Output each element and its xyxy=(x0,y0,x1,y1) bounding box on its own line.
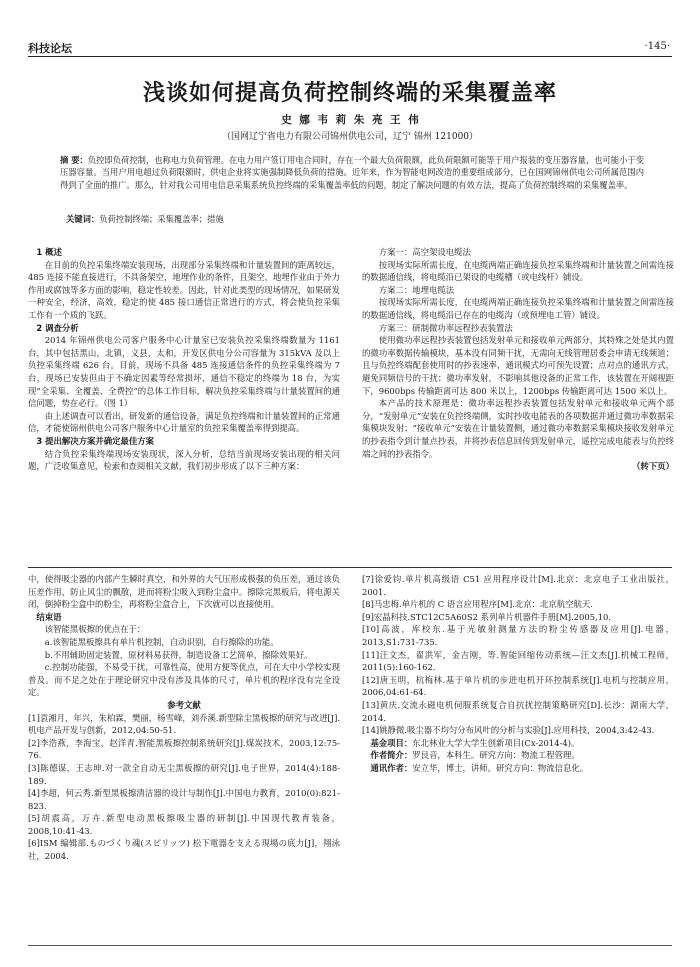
abstract-label: 摘 要： xyxy=(60,155,88,165)
references-heading: 参考文献 xyxy=(167,699,201,710)
funding-text: 东北林业大学大学生创新项目(Cx-2014-4)。 xyxy=(412,737,580,748)
column-left-bottom xyxy=(28,573,340,863)
paragraph: c.控制功能强，不易受干扰，可靠性高，使用方便等优点，可在大中小学校实现普及。而不足之处在于理论研究中没有涉及具体的尺寸，单片机的程序没有完全设定。 xyxy=(28,662,340,698)
reference: [8]马忠梅.单片机的 C 语言应用程序[M].北京：北京航空航天. xyxy=(362,599,593,610)
scheme-title: 方案二：地埋电缆法 xyxy=(378,284,455,295)
reference: [10]高波，库校东.基于光敏射测量方法的粉尘传感器及应用[J].电器，2013,S1:731-735. xyxy=(362,624,674,647)
reference: [11]汪文杰，翟洪军，金吉刚，等.智能回缩传动系统—汪文杰[J].机械工程师，2011(5):160-162. xyxy=(362,649,674,673)
funding-note xyxy=(362,737,674,750)
paragraph: b.不用辅助固定装置，原材料易获得，制造设备工艺简单，擦除效果好。 xyxy=(44,649,313,660)
paragraph: 2014 年锦州供电公司客户服务中心计量室已安装负控采集终端数量为 1161 台，其中包括黑山，北镇，义县，太和，开发区供电分公司容量为 315kVA 及以上负控采集终端 626 台。目前，现场不具备 485 连接通信条件的负控采集终端为 7 台，现场已安装但由于不确定因素等经常损坏，通信不稳定的终端为 18 台，为实现“全采集、全覆盖、全费控”的总体工作目标，解决负控采集终端与计量装置间的通信问题，势在必行。（图 1） xyxy=(28,335,340,409)
section-heading: 3 提出解决方案并确定最佳方案 xyxy=(36,435,155,446)
section-heading: 结束语 xyxy=(36,611,62,622)
paragraph: 本产品的技术原理是：微功率远程抄表装置包括发射单元和接收单元两个部分，“发射单元”安装在负控终端侧，实时抄收电能表的各项数据并通过微功率数据采集模块发射；“接收单元”安装在计量装置侧，通过微功率数据采集模块接收发射单元的抄表指令到计量点抄表，并将抄表信息回传到发射单元，遥控完成电能表与负控终端之间的抄表指令。 xyxy=(362,398,674,459)
reference: [7]徐爱钧.单片机高级语 C51 应用程序设计[M].北京：北京电子工业出版社，2001. xyxy=(362,574,674,597)
scheme-title: 方案三：研制微功率远程抄表装置法 xyxy=(378,322,513,333)
reference: [1]袁湘月，年兴，朱柏霖，樊丽，杨雪峰，刘乔溪.新型除尘黑板擦的研究与改进[J].机电产品开发与创新，2012,04:50-51. xyxy=(28,712,340,736)
paragraph: 中，使得吸尘器的内部产生瞬时真空，和外界的大气压形成极强的负压差，通过该负压差作用，防止风尘的飘散，进而将粉尘吸入到粉尘盒中。擦除完黑板后，将电源关闭，倒掉粉尘盒中的粉尘，再将粉尘盒合上，下次就可以直接使用。 xyxy=(28,574,340,610)
paragraph: 由上述调查可以看出，研发新的通信设备，满足负控终端和计量装置间的正常通信，才能使锦州供电公司客户服务中心计量室的负控采集覆盖率得到提高。 xyxy=(28,410,340,434)
abstract xyxy=(60,154,644,191)
article-title: 浅谈如何提高负荷控制终端的采集覆盖率 xyxy=(142,81,557,106)
column-left-top xyxy=(28,246,340,473)
reference: [12]唐玉明，杭梅林.基于单片机的步进电机开环控制系统[J].电机与控制应用，2006,04:61-64. xyxy=(362,674,674,698)
corresponding-author xyxy=(362,762,674,775)
keywords xyxy=(66,213,644,225)
paragraph: a.该智能黑板擦具有单片机控制，自动识别，自行擦除的功能。 xyxy=(44,636,279,647)
paragraph: 结合负控采集终端现场安装现状，深入分析，总结当前现场安装出现的相关问题，广泛收集意见，检索和查阅相关文献，我们初步形成了以下三种方案： xyxy=(28,448,340,472)
column-right-top xyxy=(362,246,674,473)
reference: [14]姚静微.吸尘器不均匀分布风叶的分析与实验[J].应用科技，2004,3:42-43. xyxy=(362,725,655,736)
paragraph: 该智能黑板擦的优点在于： xyxy=(44,624,146,635)
reference: [5]胡震高，万卉.新型电动黑板擦吸尘器的研制[J].中国现代教育装备，2008,10:41-43. xyxy=(28,813,340,836)
page-number: ·145· xyxy=(644,41,670,52)
author-bio xyxy=(362,749,674,762)
paragraph: 按现场实际所需长度，在电缆两端正确连接负控采集终端和计量装置之间需连接的数据通信线，将电缆沿已存在的电缆沟（或预埋电工管）铺设。 xyxy=(362,297,674,320)
authors: 史 娜 韦 莉 朱 亮 王 伟 xyxy=(281,114,419,126)
paragraph: 在目前的负控采集终端安装现场，出现部分采集终端和计量装置间的距离较远，485 连接不能直接进行，不具备架空，地埋作业的条件，且架空，地埋作业由于外力作用或腐蚀等多方面的影响，稳定性较差。因此，针对此类型的现场情况，如果研发一种安全，经济，高效，稳定的使 485 接口通信正常进行的方式，将会使负控采集工作有一个质的飞跃。 xyxy=(28,259,340,320)
paragraph: 使用微功率远程抄表装置包括发射单元和接收单元两部分，其特殊之处是其内置的微功率数据传输模块，基本没有同频干扰，无需向无线管理居委会申请无线频道；且与负控终端配套使用时的抄表速率，通讯模式均可预先设置；点对点的通讯方式，避免同频信号的干扰；微功率发射，不影响其他设备的正常工作，该装置在开阔视距下，9600bps 传输距离可达 800 米以上，1200bps 传输距离可达 1500 米以上。 xyxy=(362,335,674,396)
paragraph: 按现场实际所需长度，在电缆两端正确连接负控采集终端和计量装置之间需连接的数据通信线，将电缆沿已架设的电缆槽（或电线杆）铺设。 xyxy=(362,259,674,283)
corresponding-label: 通讯作者： xyxy=(370,762,413,773)
author-bio-text: 罗艮音，本科生。研究方向：物流工程管理。 xyxy=(412,750,580,761)
scheme-title: 方案一：高空架设电缆法 xyxy=(378,247,471,257)
reference: [2]李浩燕，李海宝，赵洋青.智能黑板擦控制系统研究[J].煤炭技术，2003,12:75-76. xyxy=(28,737,340,761)
continued-marker: （转下页） xyxy=(632,461,674,472)
funding-label: 基金项目： xyxy=(370,737,413,748)
reference: [6]ISM 编辑部.ものづくり魂(スピリッツ) 松下電器を支える現場の底力[J]，翔泳社，2004. xyxy=(28,838,340,862)
keywords-label: 关键词： xyxy=(66,214,100,224)
section-heading: 1 概述 xyxy=(36,247,62,257)
reference: [3]陈德谋，王志坤.对一款全自动无尘黑板擦的研究[J].电子世界，2014(4):188-189. xyxy=(28,762,340,786)
journal-section: 科技论坛 xyxy=(28,42,72,55)
reference: [4]李超，何云秀.新型黑板擦清洁器的设计与制作[J].中国电力教育，2010(0):821-823. xyxy=(28,788,340,811)
author-bio-label: 作者简介： xyxy=(370,750,413,761)
header-divider xyxy=(28,56,672,57)
keywords-text: 负荷控制终端；采集覆盖率；措施 xyxy=(99,214,224,224)
column-right-bottom xyxy=(362,573,674,775)
affiliation: （国网辽宁省电力有限公司锦州供电公司，辽宁 锦州 121000） xyxy=(221,132,479,142)
footer-divider xyxy=(28,945,672,946)
article-divider xyxy=(28,567,672,568)
reference: [13]黄庆.交流永磁电机伺服系统复合自抗扰控制策略研究[D].长沙：湖南大学，2014. xyxy=(362,699,674,723)
corresponding-text: 安立华，博士，讲师。研究方向：物流信息化。 xyxy=(412,762,589,773)
section-heading: 2 调查分析 xyxy=(36,322,79,333)
reference: [9]宏晶科技.STC12C5A60S2 系列单片机器件手册[M].2005,10. xyxy=(362,611,612,622)
abstract-text: 负控即负荷控制，也称电力负荷管理。在电力用户签订用电合同时，存在一个最大负荷限额，此负荷限额可能等于用户报装的变压器容量，也可能小于变压器容量。当用户用电超过负荷限额时，供电企业将实施强制降低负荷的措施。近年来，作为智能电网改造的重要组成部分，已在国网锦州供电公司所属范围内得到了全面的推广。那么，针对我公司用电信息采集系统负控终端的采集覆盖率低的问题，制定了解决问题的有效方法，提高了负荷控制终端的采集覆盖率。 xyxy=(60,155,645,190)
